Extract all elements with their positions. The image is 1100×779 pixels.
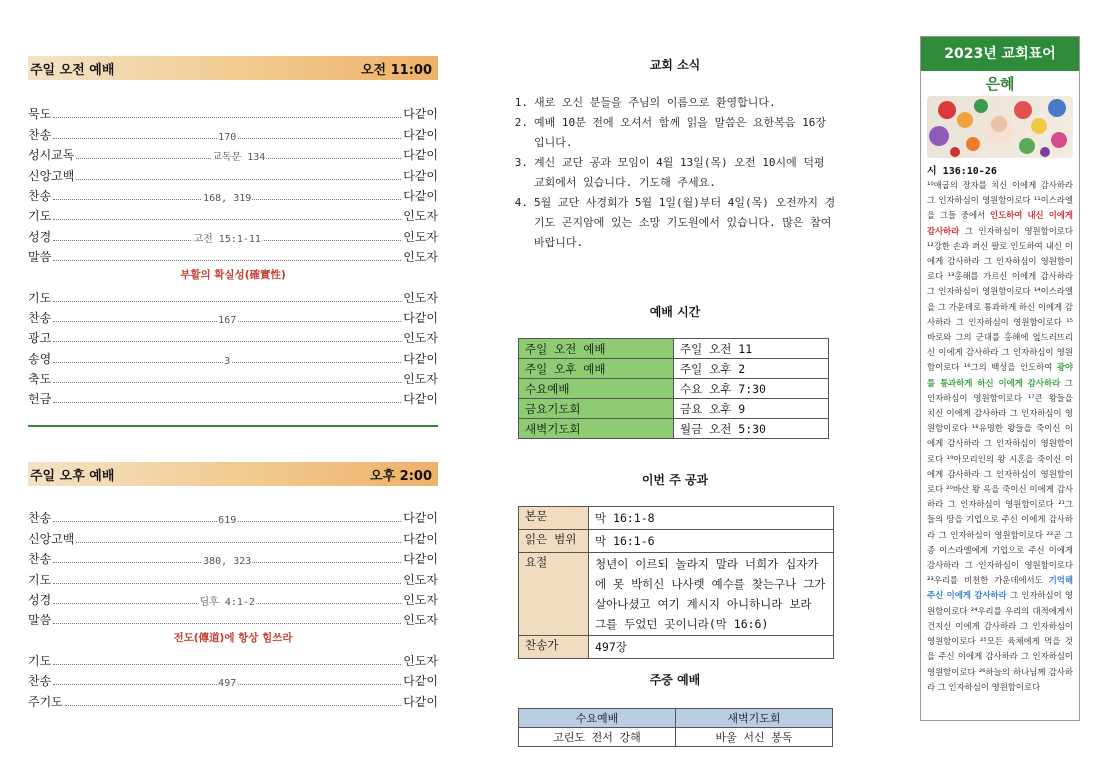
order-row: 성경 딤후 4:1-2 인도자 <box>28 592 438 608</box>
section-divider <box>28 425 438 427</box>
order-row: 신앙고백 다같이 <box>28 168 438 183</box>
morning-service <box>28 56 438 407</box>
order-row: 주기도 다같이 <box>28 694 438 709</box>
order-row: 기도 인도자 <box>28 572 438 587</box>
order-row: 축도 인도자 <box>28 372 438 387</box>
news-item: 1. 새로 오신 분들을 주님의 이름으로 환영합니다. <box>514 96 776 109</box>
order-row: 기도 인도자 <box>28 290 438 305</box>
table-row: 읽은 범위 막 16:1-6 <box>519 530 834 553</box>
lesson-title: 이번 주 공과 <box>641 473 709 487</box>
table-row: 금요기도회 금요 오후 9 <box>519 399 829 419</box>
service-times-title: 예배 시간 <box>649 305 701 319</box>
news-item: 2. 예배 10분 전에 오셔서 함께 읽을 말씀은 요한복음 16장 입니다. <box>514 116 826 149</box>
order-row: 기도 인도자 <box>28 653 438 668</box>
table-row: 고린도 전서 강해 바울 서신 봉독 <box>519 728 833 747</box>
afternoon-sermon-title: 전도(傳道)에 항상 힘쓰라 <box>173 632 293 645</box>
table-row: 수요예배 수요 오후 7:30 <box>519 379 829 399</box>
table-row: 찬송가 497장 <box>519 636 834 659</box>
motto-panel <box>920 36 1080 721</box>
morning-service-header <box>28 56 438 80</box>
order-row: 찬송 497 다같이 <box>28 674 438 690</box>
order-row: 찬송 170 다같이 <box>28 127 438 143</box>
afternoon-service <box>28 462 438 710</box>
table-row: 요절 청년이 이르되 놀라지 말라 너희가 십자가에 못 박히신 나사렛 예수를 찾는구나 그가 살아나셨고 여기 계시지 아니하니라 보라 그를 두었던 곳이니라(막 16:6) <box>519 553 834 636</box>
afternoon-order-list <box>28 506 438 710</box>
afternoon-service-header <box>28 462 438 486</box>
news-list <box>510 93 840 253</box>
midweek-title: 주중 예배 <box>649 673 701 687</box>
order-row: 말씀 인도자 <box>28 250 438 265</box>
morning-service-title: 주일 오전 예배 <box>30 62 115 78</box>
order-row: 헌금 다같이 <box>28 392 438 407</box>
middle-column <box>510 56 840 747</box>
table-row: 새벽기도회 월금 오전 5:30 <box>519 419 829 439</box>
flowers-illustration <box>927 96 1073 158</box>
afternoon-service-time: 오후 2:00 <box>370 468 432 484</box>
order-row: 송영 3 다같이 <box>28 351 438 367</box>
morning-service-time: 오전 11:00 <box>360 62 432 78</box>
table-row: 본문 막 16:1-8 <box>519 507 834 530</box>
morning-order-list <box>28 102 438 407</box>
order-row: 성시교독 교독문 134 다같이 <box>28 148 438 164</box>
news-item: 3. 계신 교단 공과 모임이 4월 13일(목) 오전 10시에 덕평 교회에서 있습니다. 기도해 주세요. <box>514 156 825 189</box>
motto-word: 은혜 <box>985 75 1015 93</box>
morning-sermon-title: 부활의 확실성(確實性) <box>180 269 286 282</box>
psalm-reference: 시 136:10-26 <box>927 166 997 177</box>
motto-title: 2023년 교회표어 <box>921 37 1079 71</box>
order-row: 말씀 인도자 <box>28 613 438 628</box>
order-row: 찬송 167 다같이 <box>28 310 438 326</box>
order-row: 찬송 168, 319 다같이 <box>28 188 438 204</box>
order-row: 성경 고전 15:1-11 인도자 <box>28 229 438 245</box>
lesson-table <box>518 506 834 659</box>
table-row: 주일 오후 예배 주일 오후 2 <box>519 359 829 379</box>
order-row: 기도 인도자 <box>28 209 438 224</box>
service-times-table <box>518 338 829 439</box>
news-item: 4. 5월 교단 사경회가 5월 1일(월)부터 4일(목) 오전까지 경기도 곤지암에 있는 소망 기도원에서 있습니다. 많은 참여 바랍니다. <box>514 196 836 249</box>
order-row: 찬송 619 다같이 <box>28 511 438 527</box>
psalm-text: ¹⁰애굽의 장자를 치신 이에게 감사하라 그 인자하심이 영원함이로다 ¹¹이스라엘을 그들 중에서 인도하여 내신 이에게 감사하라 그 인자하심이 영원함이로다 ¹²강한 손과 펴신 팔로 인도하여 내신 이에게 감사하라 그 인자하심이 영원함이로다 ¹³홍해를 가르신 이에게 감사하라 그 인자하심이 영원함이로다 ¹⁴이스라엘을 그 가운데로 통과하게 하신 이에게 감사하라 그 인자하심이 영원함이로다 ¹⁵바로와 그의 군대를 홍해에 엎드러뜨리신 이에게 감사하라 그 인자하심이 영원함이로다 ¹⁶그의 백성을 인도하여 광야를 통과하게 하신 이에게 감사하라 그 인자하심이 영원함이로다 ¹⁷큰 왕들을 치신 이에게 감사하라 그 인자하심이 영원함이로다 ¹⁸유명한 왕들을 죽이신 이에게 감사하라 그 인자하심이 영원함이로다 ¹⁹아모리인의 왕 시혼을 죽이신 이에게 감사하라 그 인자하심이 영원함이로다 ²⁰바산 왕 옥을 죽이신 이에게 감사하라 그 인자하심이 영원함이로다 ²¹그들의 땅을 기업으로 주신 이에게 감사하라 그 인자하심이 영원함이로다 ²²곧 그 종 이스라엘에게 기업으로 주신 이에게 감사하라 그 인자하심이 영원함이로다 ²³우리를 비천한 가운데에서도 기억해 주신 이에게 감사하라 그 인자하심이 영원함이로다 ²⁴우리를 우리의 대적에게서 건지신 이에게 감사하라 그 인자하심이 영원함이로다 ²⁵모든 육체에게 먹을 것을 주신 이에게 감사하라 그 인자하심이 영원함이로다 ²⁶하늘의 하나님께 감사하라 그 인자하심이 영원함이로다 <box>927 180 1073 692</box>
order-row: 신앙고백 다같이 <box>28 531 438 546</box>
order-row: 광고 인도자 <box>28 331 438 346</box>
table-row: 수요예배 새벽기도회 <box>519 709 833 728</box>
news-title: 교회 소식 <box>649 58 701 72</box>
midweek-table <box>518 708 833 747</box>
order-row: 찬송 380, 323 다같이 <box>28 552 438 568</box>
order-row: 묵도 다같이 <box>28 107 438 122</box>
table-row: 주일 오전 예배 주일 오전 11 <box>519 339 829 359</box>
afternoon-service-title: 주일 오후 예배 <box>30 468 115 484</box>
